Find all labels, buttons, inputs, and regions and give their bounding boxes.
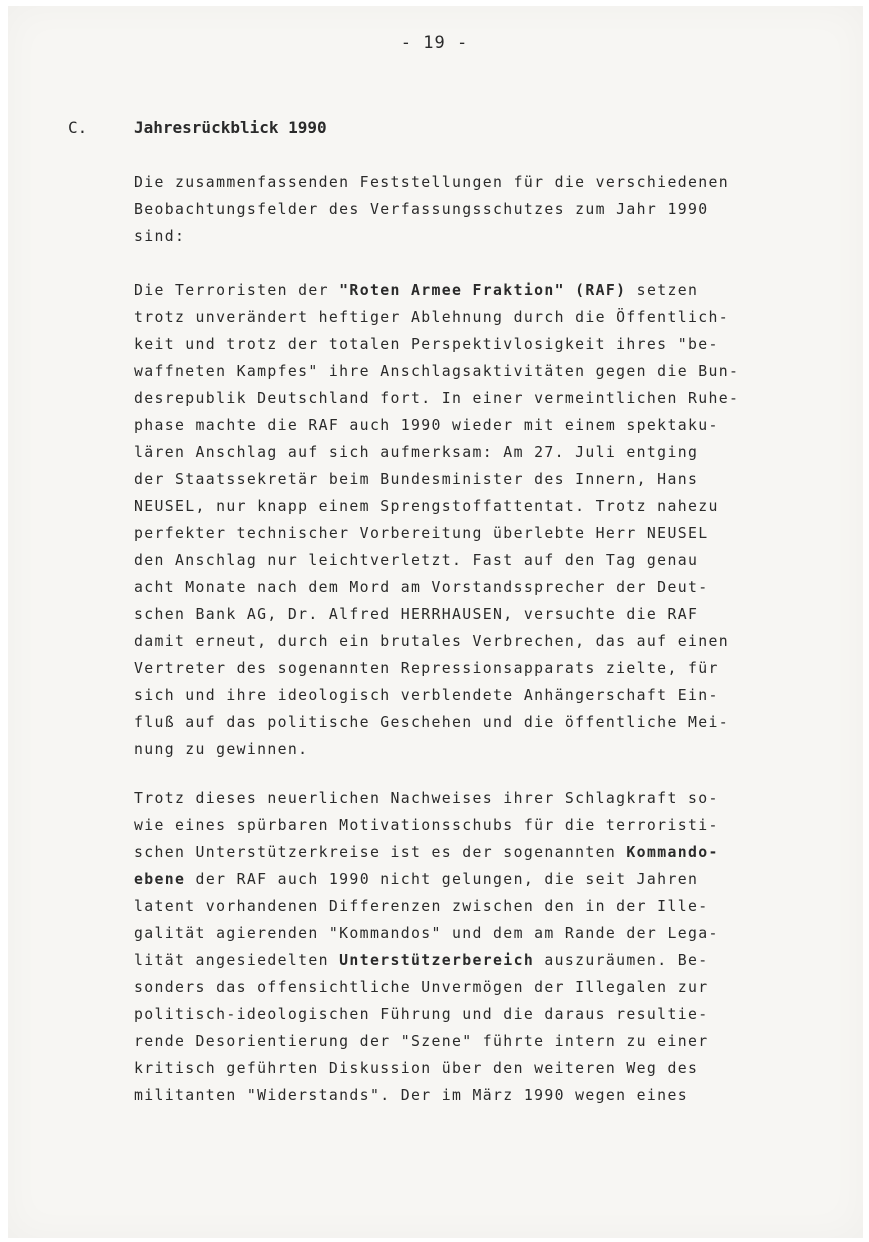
text-line <box>134 947 774 974</box>
text-run: der RAF auch 1990 nicht gelungen, die seit Jahren <box>185 871 699 888</box>
text-run: galität agierenden "Kommandos" und dem am Rande der Lega- <box>134 925 719 942</box>
text-run: wie eines spürbaren Motivationsschubs für die terroristi- <box>134 817 719 834</box>
text-line <box>134 974 774 1001</box>
text-run: desrepublik Deutschland fort. In einer vermeintlichen Ruhe- <box>134 390 740 407</box>
text-run: sonders das offensichtliche Unvermögen der Illegalen zur <box>134 979 709 996</box>
text-line <box>134 547 774 574</box>
text-line <box>134 655 774 682</box>
text-run: latent vorhandenen Differenzen zwischen den in der Ille- <box>134 898 709 915</box>
text-line <box>134 1082 774 1109</box>
text-line <box>134 493 774 520</box>
text-line <box>134 893 774 920</box>
text-run: rende Desorientierung der "Szene" führte intern zu einer <box>134 1033 709 1050</box>
text-line <box>134 1055 774 1082</box>
text-line <box>134 920 774 947</box>
text-run: phase machte die RAF auch 1990 wieder mit einem spektaku- <box>134 417 719 434</box>
text-run: trotz unverändert heftiger Ablehnung durch die Öffentlich- <box>134 309 729 326</box>
text-line <box>134 412 774 439</box>
text-line <box>134 304 774 331</box>
text-run: Vertreter des sogenannten Repressionsapparats zielte, für <box>134 660 719 677</box>
text-run: militanten "Widerstands". Der im März 1990 wegen eines <box>134 1087 688 1104</box>
text-run: Die zusammenfassenden Feststellungen für die verschiedenen <box>134 174 729 191</box>
text-line <box>134 520 774 547</box>
text-line <box>134 358 774 385</box>
text-run: sich und ihre ideologisch verblendete Anhängerschaft Ein- <box>134 687 719 704</box>
text-line <box>134 785 774 812</box>
text-run: lären Anschlag auf sich aufmerksam: Am 27. Juli entging <box>134 444 699 461</box>
text-line <box>134 866 774 893</box>
text-line <box>134 812 774 839</box>
text-run: keit und trotz der totalen Perspektivlosigkeit ihres "be- <box>134 336 719 353</box>
text-line <box>134 628 774 655</box>
text-run: perfekter technischer Vorbereitung überlebte Herr NEUSEL <box>134 525 709 542</box>
text-run: der Staatssekretär beim Bundesminister des Innern, Hans <box>134 471 699 488</box>
text-line <box>134 223 774 250</box>
text-line <box>134 1001 774 1028</box>
raf-paragraph <box>134 277 774 763</box>
text-line <box>134 277 774 304</box>
text-run: auszuräumen. Be- <box>534 952 709 969</box>
text-run: politisch-ideologischen Führung und die daraus resultie- <box>134 1006 709 1023</box>
text-run: damit erneut, durch ein brutales Verbrechen, das auf einen <box>134 633 729 650</box>
text-run: NEUSEL, nur knapp einem Sprengstoffattentat. Trotz nahezu <box>134 498 719 515</box>
text-run: Trotz dieses neuerlichen Nachweises ihrer Schlagkraft so- <box>134 790 719 807</box>
text-run: schen Bank AG, Dr. Alfred HERRHAUSEN, versuchte die RAF <box>134 606 699 623</box>
text-line <box>134 169 774 196</box>
text-run: waffneten Kampfes" ihre Anschlagsaktivitäten gegen die Bun- <box>134 363 740 380</box>
text-line <box>134 574 774 601</box>
text-line <box>134 839 774 866</box>
page-number: - 19 - <box>400 33 469 53</box>
bold-text-run: Unterstützerbereich <box>339 952 535 969</box>
text-line <box>134 1028 774 1055</box>
kommandoebene-paragraph <box>134 785 774 1109</box>
text-run: den Anschlag nur leichtverletzt. Fast auf den Tag genau <box>134 552 699 569</box>
text-line <box>134 439 774 466</box>
bold-text-run: Kommando- <box>626 844 719 861</box>
text-run: Die Terroristen der <box>134 282 340 299</box>
text-line <box>134 736 774 763</box>
text-line <box>134 196 774 223</box>
text-run: kritisch geführten Diskussion über den weiteren Weg des <box>134 1060 699 1077</box>
text-line <box>134 682 774 709</box>
text-line <box>134 466 774 493</box>
text-run: sind: <box>134 228 186 245</box>
text-run: fluß auf das politische Geschehen und die öffentliche Mei- <box>134 714 729 731</box>
text-run: nung zu gewinnen. <box>134 741 309 758</box>
text-run: schen Unterstützerkreise ist es der sogenannten <box>134 844 627 861</box>
text-run: acht Monate nach dem Mord am Vorstandssprecher der Deut- <box>134 579 709 596</box>
text-run: Beobachtungsfelder des Verfassungsschutzes zum Jahr 1990 <box>134 201 709 218</box>
bold-text-run: ebene <box>134 871 186 888</box>
text-line <box>134 331 774 358</box>
intro-paragraph <box>134 169 774 250</box>
text-run: lität angesiedelten <box>134 952 340 969</box>
text-run: setzen <box>626 282 699 299</box>
bold-text-run: "Roten Armee Fraktion" (RAF) <box>339 282 627 299</box>
section-title: Jahresrückblick 1990 <box>134 118 327 137</box>
text-line <box>134 385 774 412</box>
section-letter: C. <box>68 118 88 137</box>
text-line <box>134 709 774 736</box>
text-line <box>134 601 774 628</box>
